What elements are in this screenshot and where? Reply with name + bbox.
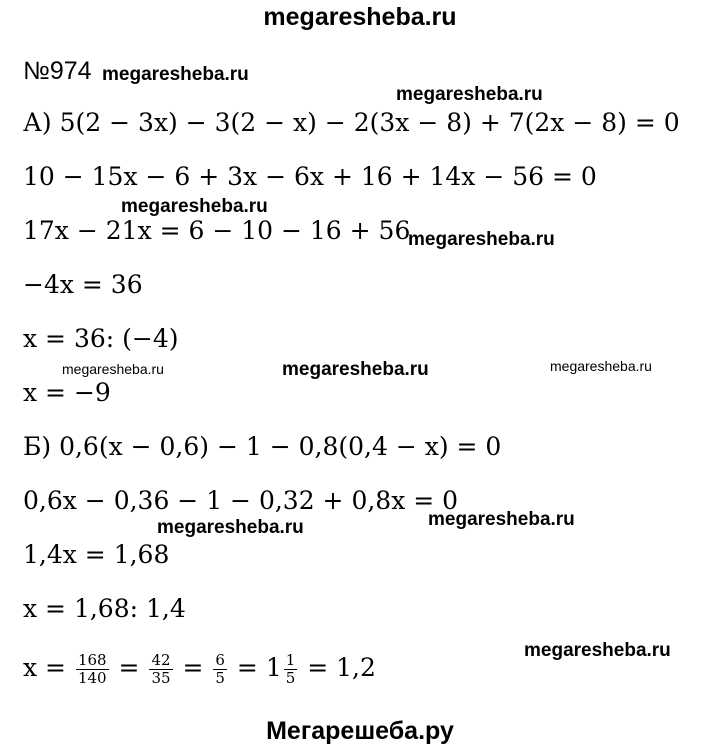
watermark: megaresheba.ru (102, 64, 249, 85)
watermark: megaresheba.ru (157, 517, 304, 538)
watermark: megaresheba.ru (550, 358, 652, 374)
part-a-line-2: 10 − 15x − 6 + 3x − 6x + 16 + 14x − 56 = 0 (23, 162, 597, 191)
watermark: megaresheba.ru (396, 84, 543, 105)
final-result: = 1,2 (307, 653, 376, 682)
part-b-line-4: x = 1,68: 1,4 (23, 594, 186, 623)
fraction-6-5 (213, 652, 227, 687)
fraction-denominator: 140 (77, 669, 107, 687)
watermark: megaresheba.ru (121, 196, 268, 217)
fraction-numerator: 6 (215, 651, 225, 669)
watermark: megaresheba.ru (428, 509, 575, 530)
part-a-line-4: −4x = 36 (23, 270, 143, 299)
site-footer: Мегарешеба.ру (266, 717, 454, 745)
part-b-line-1: Б) 0,6(x − 0,6) − 1 − 0,8(0,4 − x) = 0 (23, 432, 502, 461)
fraction-denominator: 5 (285, 669, 296, 687)
part-a-line-5: x = 36: (−4) (23, 324, 179, 353)
part-a-line-3: 17x − 21x = 6 − 10 − 16 + 56 (23, 216, 411, 245)
watermark: megaresheba.ru (282, 359, 429, 380)
watermark: megaresheba.ru (62, 361, 164, 377)
equals-sign: = (236, 653, 258, 682)
equals-sign: = (118, 653, 140, 682)
fraction-42-35 (149, 652, 172, 687)
site-header: megaresheba.ru (263, 3, 457, 31)
problem-number: №974 (23, 57, 92, 85)
fraction-numerator: 168 (77, 651, 107, 669)
fraction-denominator: 5 (215, 669, 225, 687)
fraction-168-140 (76, 652, 109, 687)
part-b-final-answer (23, 652, 376, 687)
fraction-numerator: 1 (285, 651, 296, 669)
equals-sign: = (182, 653, 204, 682)
watermark: megaresheba.ru (408, 229, 555, 250)
part-a-answer: x = −9 (23, 378, 111, 407)
final-lhs: x = (23, 653, 66, 682)
fraction-1-5 (284, 652, 298, 687)
part-b-line-2: 0,6x − 0,36 − 1 − 0,32 + 0,8x = 0 (23, 486, 459, 515)
fraction-denominator: 35 (151, 669, 171, 687)
part-a-line-1: А) 5(2 − 3x) − 3(2 − x) − 2(3x − 8) + 7(2x − 8) = 0 (23, 108, 680, 137)
mixed-number-whole: 1 (265, 653, 282, 682)
watermark: megaresheba.ru (524, 640, 671, 661)
part-b-line-3: 1,4x = 1,68 (23, 540, 170, 569)
fraction-numerator: 42 (151, 651, 171, 669)
